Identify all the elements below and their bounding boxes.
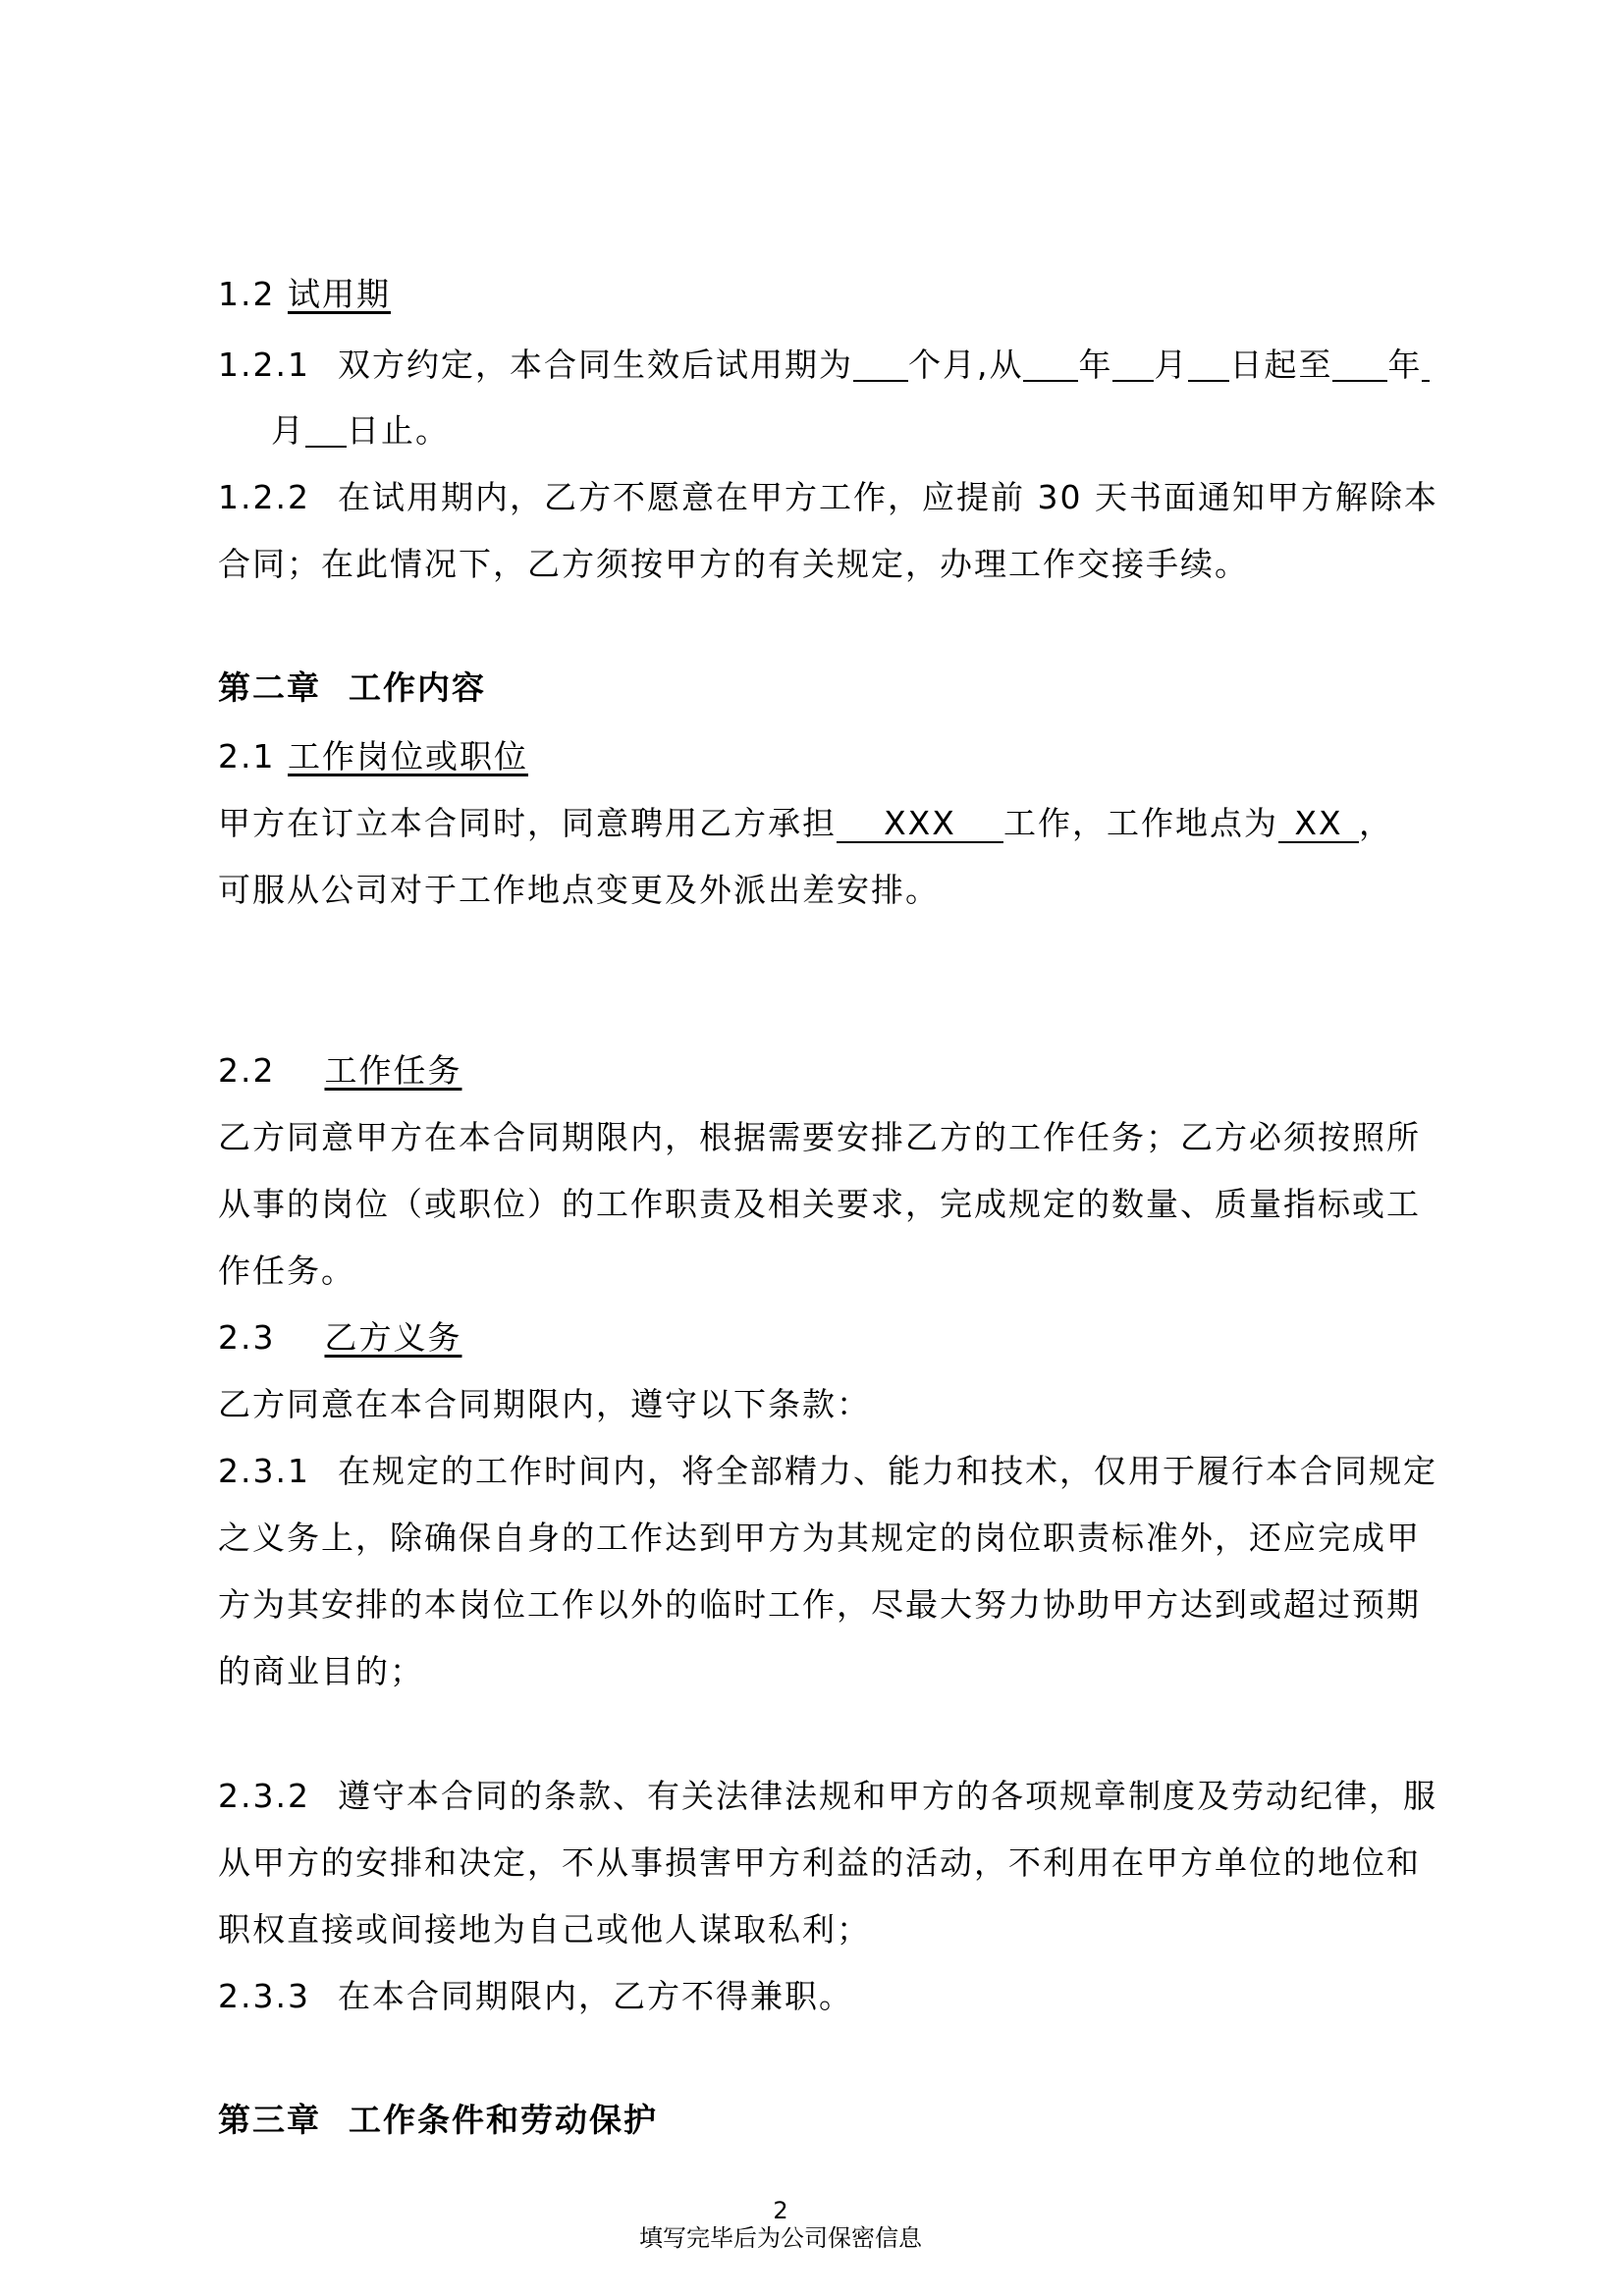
- clause-text: 日起至: [1229, 346, 1333, 384]
- clause-1-2-1-line-1: [218, 346, 1430, 384]
- section-2-1-line-2: 可服从公司对于工作地点变更及外派出差安排。: [218, 871, 940, 909]
- clause-text: 双方约定，本合同生效后试用期为: [337, 346, 853, 384]
- page-number: 2: [773, 2197, 788, 2224]
- blank-start-month: [1112, 350, 1154, 382]
- clause-2-3-3: [218, 1977, 853, 2015]
- clause-text: 在本合同期限内，乙方不得兼职。: [337, 1977, 853, 2015]
- clause-text: 月: [271, 411, 305, 450]
- clause-2-3-2-line-1: [218, 1777, 1437, 1815]
- clause-number: 1.2.1: [218, 346, 310, 384]
- blank-start-year: [1023, 350, 1078, 382]
- blank-end-day: [305, 416, 347, 448]
- clause-text: 年: [1078, 346, 1113, 384]
- clause-1-2-2-line-2: 合同；在此情况下，乙方须按甲方的有关规定，办理工作交接手续。: [218, 545, 1249, 583]
- section-2-1-line-1: [218, 804, 1393, 842]
- clause-2-3-1-line-2: 之义务上，除确保自身的工作达到甲方为其规定的岗位职责标准外，还应完成甲: [218, 1519, 1421, 1557]
- paragraph-text: 工作，工作地点为: [1003, 804, 1278, 842]
- work-location-field: XX: [1278, 807, 1359, 843]
- clause-text: 年: [1387, 346, 1423, 384]
- clause-text: 日止。: [347, 411, 450, 450]
- section-1-2-heading: [218, 275, 391, 313]
- section-title: 工作岗位或职位: [287, 737, 528, 775]
- section-2-3-intro: 乙方同意在本合同期限内，遵守以下条款：: [218, 1385, 871, 1423]
- chapter-label: 第二章: [218, 668, 321, 707]
- section-number: 2.3: [218, 1318, 276, 1357]
- blank-start-day: [1188, 350, 1229, 382]
- chapter-2-heading: [218, 668, 486, 707]
- clause-number: 2.3.1: [218, 1452, 310, 1490]
- clause-number: 2.3.2: [218, 1777, 310, 1815]
- section-number: 2.1: [218, 737, 276, 775]
- blank-end-year: [1332, 350, 1387, 382]
- paragraph-text: 甲方在订立本合同时，同意聘用乙方承担: [218, 804, 837, 842]
- section-2-3-heading: [218, 1318, 462, 1357]
- section-2-2-line-2: 从事的岗位（或职位）的工作职责及相关要求，完成规定的数量、质量指标或工: [218, 1185, 1421, 1223]
- clause-text: 月: [1154, 346, 1189, 384]
- section-number: 2.2: [218, 1051, 276, 1090]
- clause-2-3-1-line-4: 的商业目的；: [218, 1652, 424, 1690]
- clause-number: 2.3.3: [218, 1977, 310, 2015]
- blank-end-month: [1422, 350, 1430, 382]
- section-title: 乙方义务: [324, 1318, 462, 1357]
- clause-2-3-2-line-2: 从甲方的安排和决定，不从事损害甲方利益的活动，不利用在甲方单位的地位和: [218, 1843, 1421, 1882]
- clause-text: 在试用期内，乙方不愿意在甲方工作，应提前 30 天书面通知甲方解除本: [337, 478, 1438, 516]
- section-title: 试用期: [287, 275, 391, 313]
- clause-text: 在规定的工作时间内，将全部精力、能力和技术，仅用于履行本合同规定: [337, 1452, 1437, 1490]
- section-title: 工作任务: [324, 1051, 462, 1090]
- clause-2-3-1-line-1: [218, 1452, 1437, 1490]
- clause-1-2-2-line-1: [218, 478, 1438, 516]
- section-2-2-line-1: 乙方同意甲方在本合同期限内，根据需要安排乙方的工作任务；乙方必须按照所: [218, 1118, 1421, 1156]
- blank-months: [853, 350, 908, 382]
- paragraph-text: ，: [1359, 804, 1393, 842]
- chapter-3-heading: [218, 2101, 658, 2139]
- confidentiality-note: 填写完毕后为公司保密信息: [639, 2224, 922, 2252]
- clause-text: 遵守本合同的条款、有关法律法规和甲方的各项规章制度及劳动纪律，服: [337, 1777, 1437, 1815]
- section-2-2-heading: [218, 1051, 462, 1090]
- chapter-title: 工作条件和劳动保护: [349, 2101, 658, 2139]
- section-2-2-line-3: 作任务。: [218, 1252, 355, 1290]
- chapter-title: 工作内容: [349, 668, 486, 707]
- section-number: 1.2: [218, 275, 276, 313]
- chapter-label: 第三章: [218, 2101, 321, 2139]
- section-2-1-heading: [218, 737, 528, 775]
- clause-number: 1.2.2: [218, 478, 310, 516]
- clause-2-3-1-line-3: 方为其安排的本岗位工作以外的临时工作，尽最大努力协助甲方达到或超过预期: [218, 1585, 1421, 1624]
- clause-2-3-2-line-3: 职权直接或间接地为自己或他人谋取私利；: [218, 1910, 871, 1949]
- clause-text: 个月,从: [907, 346, 1024, 384]
- job-title-field: XXX: [837, 807, 1003, 843]
- clause-1-2-1-line-2: [271, 411, 450, 450]
